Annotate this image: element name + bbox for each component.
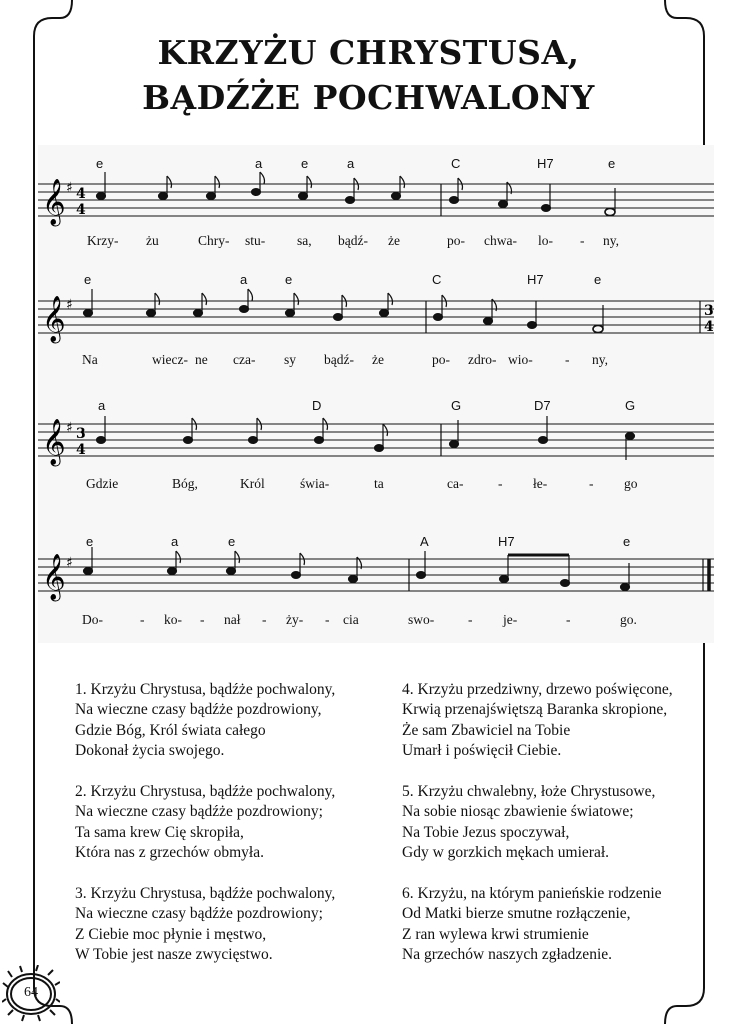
lyric-dash: -: [200, 612, 205, 627]
verse-line: Z ran wylewa krwi strumienie: [402, 925, 589, 943]
lyric-syllable: sa,: [297, 233, 312, 248]
chord-symbol: e: [594, 272, 602, 287]
verses-column-right: [402, 680, 673, 986]
svg-text:♯: ♯: [66, 180, 73, 196]
chord-symbol: e: [86, 534, 94, 549]
verse-2: [75, 782, 335, 864]
verse-line: Ta sama krew Cię skropiła,: [75, 823, 244, 841]
page-number: 64: [24, 985, 38, 1000]
verses-column-left: [75, 680, 335, 986]
lyric-dash: -: [566, 612, 571, 627]
verse-line: Na grzechów naszych zgładzenie.: [402, 946, 612, 964]
verse-line: Gdzie Bóg, Król świata całego: [75, 721, 266, 739]
treble-clef-icon: 𝄞: [42, 419, 66, 465]
song-title-line-1: KRZYŻU CHRYSTUSA,: [157, 33, 580, 72]
lyric-syllable: wio-: [508, 352, 533, 367]
chord-symbol: e: [301, 156, 309, 171]
verse-4: [402, 680, 673, 762]
lyric-syllable: Na: [82, 352, 98, 367]
lyric-syllable: lo-: [538, 233, 553, 248]
verse-line: Umarł i poświęcił Ciebie.: [402, 742, 562, 760]
lyric-syllable: cia: [343, 612, 359, 627]
treble-clef-icon: 𝄞: [42, 296, 66, 342]
lyric-syllable: Bóg,: [172, 476, 198, 491]
verse-line: 1. Krzyżu Chrystusa, bądźże pochwalony,: [75, 681, 336, 698]
lyric-syllable: zdro-: [468, 352, 497, 367]
chord-symbol: H7: [498, 534, 515, 549]
svg-text:4: 4: [704, 319, 714, 335]
staff-1: [38, 170, 714, 230]
notes: [97, 172, 616, 216]
svg-text:4: 4: [76, 186, 86, 202]
staff-4: [38, 545, 714, 605]
verse-line: Z Ciebie moc płynie i męstwo,: [75, 925, 267, 943]
chord-symbol: C: [451, 156, 461, 171]
lyric-syllable: ne: [195, 352, 208, 367]
lyric-syllable: Chry-: [198, 233, 230, 248]
verse-line: Dokonał życia swojego.: [75, 742, 225, 760]
lyric-dash: -: [140, 612, 145, 627]
lyric-syllable: ży-: [286, 612, 304, 627]
verse-line: 2. Krzyżu Chrystusa, bądźże pochwalony,: [75, 783, 336, 801]
chord-symbol: e: [623, 534, 631, 549]
lyric-syllable: wiecz-: [152, 352, 188, 367]
lyric-syllable: Krzy-: [87, 233, 119, 248]
lyric-dash: -: [589, 476, 594, 491]
chord-symbol: e: [228, 534, 236, 549]
lyric-dash: -: [565, 352, 570, 367]
lyric-syllable: ny,: [592, 352, 608, 367]
lyric-syllable: ca-: [447, 476, 464, 491]
verse-line: 5. Krzyżu chwalebny, łoże Chrystusowe,: [402, 783, 656, 801]
lyric-syllable: żu: [146, 233, 159, 248]
lyric-syllable: bądź-: [338, 233, 368, 248]
svg-text:♯: ♯: [66, 420, 73, 436]
lyric-syllable: bądź-: [324, 352, 354, 367]
chord-symbol: e: [285, 272, 293, 287]
verse-line: Że sam Zbawiciel na Tobie: [402, 721, 571, 739]
lyric-syllable: cza-: [233, 352, 256, 367]
chord-symbol: e: [96, 156, 104, 171]
lyric-syllable: Król: [240, 476, 265, 491]
verse-5: [402, 782, 673, 864]
lyric-dash: -: [262, 612, 267, 627]
lyric-syllable: chwa-: [484, 233, 517, 248]
svg-text:3: 3: [704, 303, 714, 319]
lyric-dash: -: [468, 612, 473, 627]
svg-text:♯: ♯: [66, 297, 73, 313]
lyric-syllable: Gdzie: [86, 476, 119, 491]
song-title-line-2: BĄDŹŻE POCHWALONY: [142, 78, 595, 117]
lyric-syllable: Do-: [82, 612, 103, 627]
lyric-syllable: ko-: [164, 612, 182, 627]
chord-symbol: D: [312, 398, 322, 413]
verse-line: Na sobie niosąc zbawienie światowe;: [402, 803, 634, 821]
svg-text:4: 4: [76, 442, 86, 458]
treble-clef-icon: 𝄞: [42, 554, 66, 600]
lyric-syllable: po-: [432, 352, 450, 367]
treble-clef-icon: 𝄞: [42, 179, 66, 225]
chord-symbol: C: [432, 272, 442, 287]
lyric-syllable: stu-: [245, 233, 266, 248]
verse-line: Krwią przenajświętszą Baranka skropione,: [402, 701, 668, 719]
verse-line: W Tobie jest nasze zwycięstwo.: [75, 946, 273, 964]
verse-6: [402, 884, 673, 966]
lyric-syllable: je-: [503, 612, 518, 627]
verse-line: Na wieczne czasy bądźże pozdrowiony,: [75, 701, 322, 719]
staff-2: [38, 287, 714, 347]
chord-symbol: D7: [534, 398, 551, 413]
lyric-syllable: że: [372, 352, 384, 367]
chord-symbol: a: [98, 398, 106, 413]
verse-line: Na Tobie Jezus spoczywał,: [402, 823, 570, 841]
chord-symbol: G: [451, 398, 462, 413]
verse-line: Gdy w gorzkich mękach umierał.: [402, 844, 610, 862]
verse-line: 6. Krzyżu, na którym panieńskie rodzenie: [402, 885, 662, 903]
chord-symbol: e: [608, 156, 616, 171]
verse-3: [75, 884, 335, 966]
lyric-syllable: swo-: [408, 612, 435, 627]
lyric-syllable: sy: [284, 352, 297, 367]
lyric-syllable: świa-: [300, 476, 330, 491]
verse-line: Która nas z grzechów obmyła.: [75, 844, 264, 862]
verse-line: Od Matki bierze smutne rozłączenie,: [402, 905, 631, 923]
chord-symbol: G: [625, 398, 636, 413]
lyric-syllable: go.: [620, 612, 637, 627]
lyric-syllable: nał: [224, 612, 241, 627]
page-number-badge: [2, 965, 60, 1023]
lyric-dash: -: [580, 233, 585, 248]
staff-3: [38, 410, 714, 470]
verse-1: [75, 680, 335, 762]
lyric-dash: -: [325, 612, 330, 627]
lyric-syllable: że: [388, 233, 400, 248]
chord-symbol: a: [171, 534, 179, 549]
svg-text:4: 4: [76, 202, 86, 218]
verse-line: Na wieczne czasy bądźże pozdrowiony;: [75, 905, 323, 923]
verse-line: Na wieczne czasy bądźże pozdrowiony;: [75, 803, 323, 821]
verse-line: 4. Krzyżu przedziwny, drzewo poświęcone,: [402, 681, 673, 698]
svg-text:3: 3: [76, 426, 86, 442]
lyric-syllable: ny,: [603, 233, 619, 248]
lyric-dash: -: [498, 476, 503, 491]
chord-symbol: a: [347, 156, 355, 171]
chord-symbol: H7: [537, 156, 554, 171]
lyric-syllable: ta: [374, 476, 384, 491]
chord-symbol: H7: [527, 272, 544, 287]
chord-symbol: a: [255, 156, 263, 171]
chord-symbol: A: [420, 534, 429, 549]
verse-line: 3. Krzyżu Chrystusa, bądźże pochwalony,: [75, 885, 336, 903]
lyric-syllable: łe-: [533, 476, 548, 491]
chord-symbol: a: [240, 272, 248, 287]
lyric-syllable: po-: [447, 233, 465, 248]
svg-text:♯: ♯: [66, 555, 73, 571]
lyric-syllable: go: [624, 476, 638, 491]
chord-symbol: e: [84, 272, 92, 287]
